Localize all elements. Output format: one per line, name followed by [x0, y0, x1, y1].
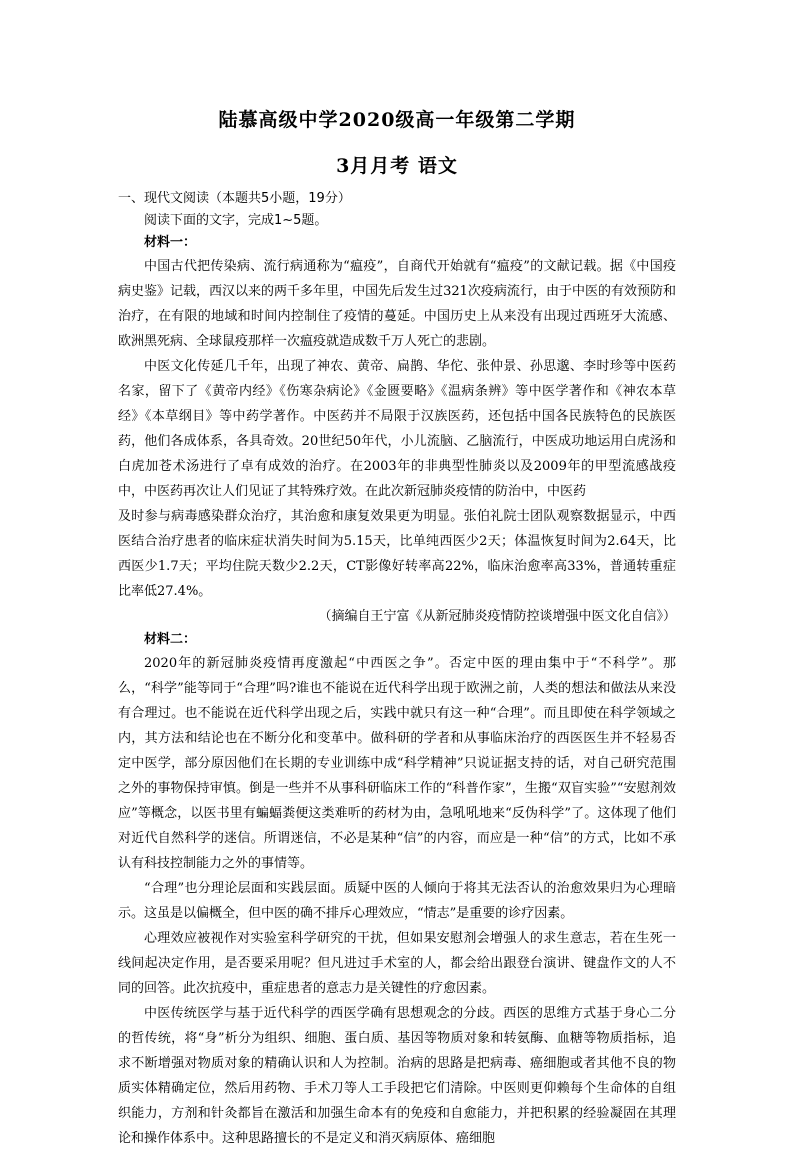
material-one-paragraph: 中医文化传延几千年，出现了神农、黄帝、扁鹊、华佗、张仲景、孙思邈、李时珍等中医药名家，留下了《黄帝内经》《伤寒杂病论》《金匮要略》《温病条辨》等中医学著作和《神农本草经》《本草纲目》等中药学著作。中医药并不局限于汉族医药，还包括中国各民族特色的民族医药，他们各成体系，各具奇效。20世纪50年代，小儿流脑、乙脑流行，中医成功地运用白虎汤和白虎加苍术汤进行了卓有成效的治疗。在2003年的非典型性肺炎以及2009年的甲型流感战疫中，中医药再次让人们见证了其特殊疗效。在此次新冠肺炎疫情的防治中，中医药 — [118, 359, 676, 499]
reading-instruction: 阅读下面的文字，完成1~5题。 — [144, 213, 328, 228]
exam-subtitle: 3月月考 语文 — [336, 155, 458, 177]
material-one-continued: 及时参与病毒感染群众治疗，其治愈和康复效果更为明显。张伯礼院士团队观察数据显示，中西医结合治疗患者的临床症状消失时间为5.15天，比单纯西医少2天；体温恢复时间为2.64天，比西医少1.7天；平均住院天数少2.2天，CT影像好转率高22%，临床治愈率高33%，普通转重症比率低27.4%。 — [118, 509, 676, 599]
section-heading: 一、现代文阅读（本题共5小题，19分） — [118, 191, 351, 206]
material-two-paragraph: 心理效应被视作对实验室科学研究的干扰，但如果安慰剂会增强人的求生意志，若在生死一线间起决定作用，是否要采用呢？但凡进过手术室的人，都会给出跟登台演讲、键盘作文的人不同的回答。此次抗疫中，重症患者的意志力是关键性的疗愈因素。 — [118, 931, 676, 996]
exam-title: 陆慕高级中学2020级高一年级第二学期 — [218, 109, 576, 131]
material-two-paragraph: 中医传统医学与基于近代科学的西医学确有思想观念的分歧。西医的思维方式基于身心二分的哲传统，将“身”析分为组织、细胞、蛋白质、基因等物质对象和转氨酶、血糖等物质指标，追求不断增强对物质对象的精确认识和人为控制。治病的思路是把病毒、癌细胞或者其他不良的物质实体精确定位，然后用药物、手术刀等人工手段把它们清除。中医则更仰赖每个生命体的自组织能力，方剂和针灸都旨在激活和加强生命本有的免疫和自愈能力，并把积累的经验凝固在其理论和操作体系中。这种思路擅长的不是定义和消灭病原体、癌细胞 — [118, 1006, 676, 1146]
material-two-label: 材料二： — [144, 632, 197, 647]
material-one-paragraph: 中国古代把传染病、流行病通称为“瘟疫”，自商代开始就有“瘟疫”的文献记载。据《中国疫病史鉴》记载，西汉以来的两千多年里，中国先后发生过321次疫病流行，由于中医的有效预防和治疗，在有限的地域和时间内控制住了疫情的蔓延。中国历史上从来没有出现过西班牙大流感、欧洲黑死病、全球鼠疫那样一次瘟疫就造成数千万人死亡的悲剧。 — [118, 259, 676, 349]
material-one-label: 材料一： — [144, 235, 197, 250]
material-two-paragraph: “合理”也分理论层面和实践层面。质疑中医的人倾向于将其无法否认的治愈效果归为心理暗示。这虽是以偏概全，但中医的确不排斥心理效应，“情志”是重要的诊疗因素。 — [118, 881, 676, 921]
material-one-source: （摘编自王宁富《从新冠肺炎疫情防控谈增强中医文化自信》） — [318, 609, 676, 624]
material-two-paragraph: 2020年的新冠肺炎疫情再度激起“中西医之争”。否定中医的理由集中于“不科学”。那么，“科学”能等同于“合理”吗?谁也不能说在近代科学出现于欧洲之前，人类的想法和做法从来没有合理过。也不能说在近代科学出现之后，实践中就只有这一种“合理”。而且即使在科学领域之内，其方法和结论也在不断分化和变革中。做科研的学者和从事临床治疗的西医医生并不轻易否定中医学，部分原因他们在长期的专业训练中成“科学精神”只说证据支持的话，对自己研究范围之外的事物保持审慎。倒是一些并不从事科研临床工作的“科普作家”，生搬“双盲实验”“安慰剂效应”等概念，以医书里有蝙蝠粪便这类难听的药材为由，急吼吼地来“反伪科学”了。这体现了他们对近代自然科学的迷信。所谓迷信，不必是某种“信”的内容，而应是一种“信”的方式，比如不承认有科技控制能力之外的事情等。 — [118, 656, 676, 871]
